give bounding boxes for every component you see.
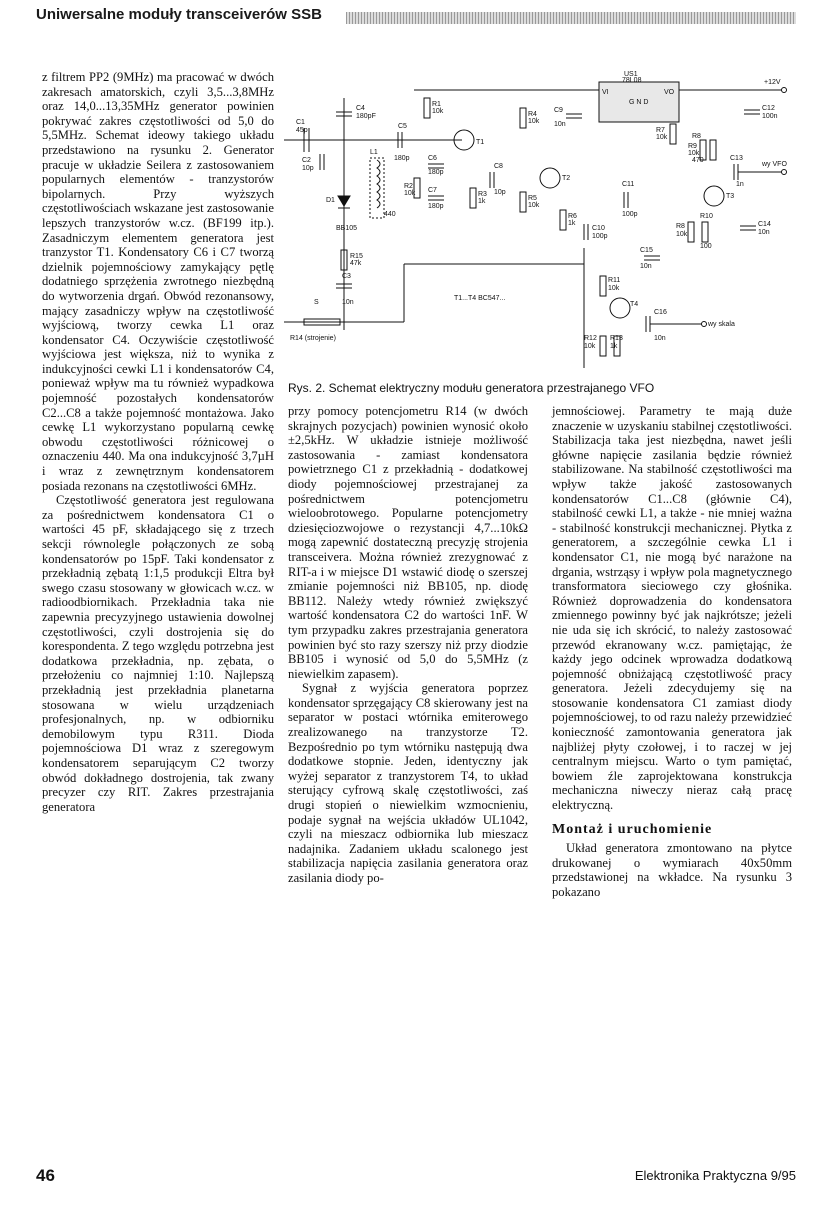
c13-value: 1n (736, 181, 744, 188)
c6-value: 180p (428, 169, 444, 176)
r3-label: R3 (478, 191, 487, 198)
c4-value: 180pF (356, 113, 376, 120)
c1-value: 45p (296, 127, 308, 134)
section-heading: Montaż i uruchomienie (552, 821, 713, 837)
c5-label: C5 (398, 123, 407, 130)
schematic-svg (284, 68, 796, 380)
text-column-3 (552, 404, 792, 900)
l1-value: 440 (384, 211, 396, 218)
magazine-issue: Elektronika Praktyczna 9/95 (634, 1168, 796, 1183)
t1-label: T1 (476, 139, 485, 146)
c2-value: 10p (302, 165, 314, 172)
c11-value: 100p (622, 211, 638, 218)
c14-label: C14 (758, 221, 771, 228)
r8b-label: R8 (676, 223, 685, 230)
page-header (36, 6, 796, 28)
c1-label: C1 (296, 119, 305, 126)
c9-value: 10n (554, 121, 566, 128)
r13-value: 1k (610, 343, 618, 350)
c15-value: 10n (640, 263, 652, 270)
text-column-1 (42, 70, 274, 814)
r8b-value: 10k (676, 231, 688, 238)
c8-value: 10p (494, 189, 506, 196)
c11-label: C11 (622, 181, 635, 188)
c16-label: C16 (654, 309, 667, 316)
vi-label: VI (602, 89, 609, 96)
r10-value: 100 (700, 243, 712, 250)
t2-label: T2 (562, 175, 571, 182)
r4-label: R4 (528, 111, 537, 118)
r11-value: 10k (608, 285, 620, 292)
gnd-label: G N D (629, 99, 649, 106)
c5-value: 180p (394, 155, 410, 162)
v12-label: +12V (764, 79, 781, 86)
c6-label: C6 (428, 155, 437, 162)
r2-label: R2 (404, 183, 413, 190)
t4-label: T4 (630, 301, 639, 308)
r12-label: R12 (584, 335, 597, 342)
r10-label: R10 (700, 213, 713, 220)
paragraph: jemnościowej. Parametry te mają duże znaczenie w uzyskaniu stabilnej częstotliwości. Stabilizacja taka jest niezbędna, nawet jeśli główne napięcie zasilania będzie również stabilizowane. Na stabilność częstotliwości ma wpływ także jakość zastosowanych kondensatorów C1...C8 (głównie C4), stabilność cewki L1, a także - nie mniej ważna - stabilność konstrukcji mechanicznej. Płytka z generatorem, a szczególnie cewka L1 i kondensator C1, nie mogą być narażone na drgania, wstrząsy i wpływ pola magnetycznego transformatora sieciowego czy głośnika. Również doprowadzenia do kondensatora zmiennego powinny być jak najkrótsze; jeżeli nie uda się ich skrócić, to należy zastosować przewód ekranowany w.cz. pamiętając, że każdy jego odcinek wprowadza dodatkową pojemność obniżającą częstotliwość pracy generatora. Jeżeli zdecydujemy się na stosowanie kondensatora C1 zamiast diody pojemnościowej, to od razu należy przewidzieć konieczność zamontowania generatora jak najbliżej płyty czołowej, i to raczej w jej centralnym miejscu. Warto o tym pamiętać, bowiem źle zaprojektowana konstrukcja mechaniczna niweczy nieraz całą pracę elektryczną. (552, 404, 792, 813)
text-column-2 (288, 404, 528, 886)
paragraph: z filtrem PP2 (9MHz) ma pracować w dwóch zakresach amatorskich, czyli 3,5...3,8MHz oraz 14,0...13,35MHz generator powinien pokrywać zakres częstotliwości od 5,0 do 5,5MHz. Schemat ideowy takiego układu przedstawiono na rysunku 2. Generator pracuje w układzie Seilera z zastosowaniem popularnych elementów - tranzystorów bipolarnych. Przy wyższych częstotliwościach wskazane jest zastosowanie lepszych tranzystorów w.cz. (BF199 itp.). Zasadniczym elementem generatora jest tranzystor T1. Kondensatory C6 i C7 tworzą dzielnik pojemnościowy zamykający pętlę dodatniego sprzężenia zwrotnego niezbędną do wytworzenia drgań. Obwód rezonansowy, mający zasadniczy wpływ na częstotliwość wyjściową, tworzy cewka L1 oraz kondensator C4. Oczywiście częstotliwość wyjściowa jest większa, niż to wynika z indukcyjności cewki L1 i kondensatorów C4, ponieważ wpływ ma tu również wypadkowa pojemność pozostałych kondensatorów C2...C8 a także pojemność montażowa. Jako cewkę L1 wykorzystano popularną cewkę obwodu częstotliwości różnicowej o oznaczeniu 440. Ma ona indukcyjność 3,7µH i wraz z zewnętrznym kondensatorem posiada rezonans na częstotliwości 6MHz. (42, 70, 274, 493)
r9-value: 10k (688, 150, 700, 157)
c4-label: C4 (356, 105, 365, 112)
d1-value: BB105 (336, 225, 358, 232)
paragraph: Układ generatora zmontowano na płytce drukowanej o wymiarach 40x50mm przedstawionej na wkładce. Na rysunku 3 pokazano (552, 841, 792, 899)
c13-label: C13 (730, 155, 743, 162)
r1-value: 10k (432, 108, 444, 115)
c10-label: C10 (592, 225, 605, 232)
r6-value: 1k (568, 220, 576, 227)
c8-label: C8 (494, 163, 503, 170)
c12-value: 100n (762, 113, 778, 120)
c16-value: 10n (654, 335, 666, 342)
r14-label: R14 (strojenie) (290, 335, 336, 342)
paragraph: przy pomocy potencjometru R14 (w dwóch skrajnych pozycjach) powinien wynosić około ±2,5kHz. W układzie istnieje możliwość zastosowania - zamiast kondensatora powietrznego C1 z przekładnią - dodatkowej diody pojemnościowej przestrajanej za pośrednictwem potencjometru wieloobrotowego. Popularne potencjometry dziesięciozwojowe o rezystancji 4,7...10kΩ mogą zapewnić dostateczną precyzję strojenia transceivera. Można również zrezygnować z RIT-a i w miejsce D1 wstawić diodę o szerszej zmianie pojemności niż BB105, np. diodę BB112. Należy wtedy również zwiększyć wartość kondensatora C2 do wartości 1nF. W tym przypadku zakres przestrajania generatora powinien być sto razy szerszy niż przy diodzie BB105 i wynosić od 5,0 do 5,5MHz (z niewielkim zapasem). (288, 404, 528, 681)
c2-label: C2 (302, 157, 311, 164)
r7-label: R7 (656, 127, 665, 134)
vo-label: VO (664, 89, 675, 96)
figure-caption: Rys. 2. Schemat elektryczny modułu generatora przestrajanego VFO (288, 381, 655, 395)
r1-label: R1 (432, 101, 441, 108)
r5-label: R5 (528, 195, 537, 202)
out-skala-label: wy skala (708, 321, 735, 328)
c15-label: C15 (640, 247, 653, 254)
r13-label: R13 (610, 335, 623, 342)
paragraph: Sygnał z wyjścia generatora poprzez kondensator sprzęgający C8 skierowany jest na separator w postaci wtórnika emiterowego zrealizowanego na tranzystorze T2. Bezpośrednio po tym wtórniku następują dwa dodatkowe stopnie. Jeden, identyczny jak wyżej separator z tranzystorem T4, to układ sterujący cyfrową skalę częstotliwości, zaś drugi stopień o niewielkim wzmocnieniu, podaje sygnał na wejścia układów UL1042, czyli na mieszacz odbiornika lub mieszacz nadajnika. Zadaniem układu scalonego jest stabilizacja napięcia zasilania generatora oraz zasilania diody po- (288, 681, 528, 885)
transistors-label: T1...T4 BC547... (454, 295, 506, 302)
header-decorative-bar (346, 12, 796, 24)
r8-value: 470 (692, 157, 704, 164)
r2-value: 10k (404, 190, 416, 197)
r9-label: R9 (688, 143, 697, 150)
out-vfo-label: wy VFO (762, 161, 787, 168)
r7-value: 10k (656, 134, 668, 141)
c12-label: C12 (762, 105, 775, 112)
c14-value: 10n (758, 229, 770, 236)
header-title: Uniwersalne moduły transceiverów SSB (36, 6, 322, 23)
r15-value: 47k (350, 260, 362, 267)
circuit-schematic (284, 68, 796, 380)
c3-label: C3 (342, 273, 351, 280)
us1-label: US1 (624, 71, 638, 78)
l1-label: L1 (370, 149, 378, 156)
c3-value: 10n (342, 299, 354, 306)
t3-label: T3 (726, 193, 735, 200)
page-number: 46 (36, 1166, 55, 1185)
r11-label: R11 (608, 277, 621, 284)
r3-value: 1k (478, 198, 486, 205)
r4-value: 10k (528, 118, 540, 125)
r8-label: R8 (692, 133, 701, 140)
paragraph: Częstotliwość generatora jest regulowana za pośrednictwem kondensatora C1 o wartości 45 pF, składającego się z trzech sekcji równolegle połączonych ze sobą kondensatorów po 15pF. Taki kondensator z przekładnią zębatą 1:1,5 produkcji Eltra był swego czasu stosowany w głowicach w.cz. w radioodbiornikach. Przekładnia taka nie zapewnia precyzyjnego ustawienia dowolnej częstotliwości, czyli dostrojenia się do korespondenta. Z tego względu potrzebna jest dodatkowa przekładnia, np. zębata, o przełożeniu co najmniej 1:10. Najlepszą przekładnią jest przekładnia planetarna stosowana w wielu urządzeniach profesjonalnych, np. w odbiorniku demobilowym typu R311. Dioda pojemnościowa D1 wraz z szeregowym kondensatorem separującym C2 tworzy obwód dokładnego dostrojenia, tak zwany precyzer czy RIT. Zakres przestrajania generatora (42, 493, 274, 814)
s-label: S (314, 299, 319, 306)
d1-label: D1 (326, 197, 335, 204)
c7-value: 180p (428, 203, 444, 210)
c9-label: C9 (554, 107, 563, 114)
c10-value: 100p (592, 233, 608, 240)
r6-label: R6 (568, 213, 577, 220)
r5-value: 10k (528, 202, 540, 209)
r15-label: R15 (350, 253, 363, 260)
r12-value: 10k (584, 343, 596, 350)
us1-type-label: 78L08 (622, 77, 642, 84)
c7-label: C7 (428, 187, 437, 194)
